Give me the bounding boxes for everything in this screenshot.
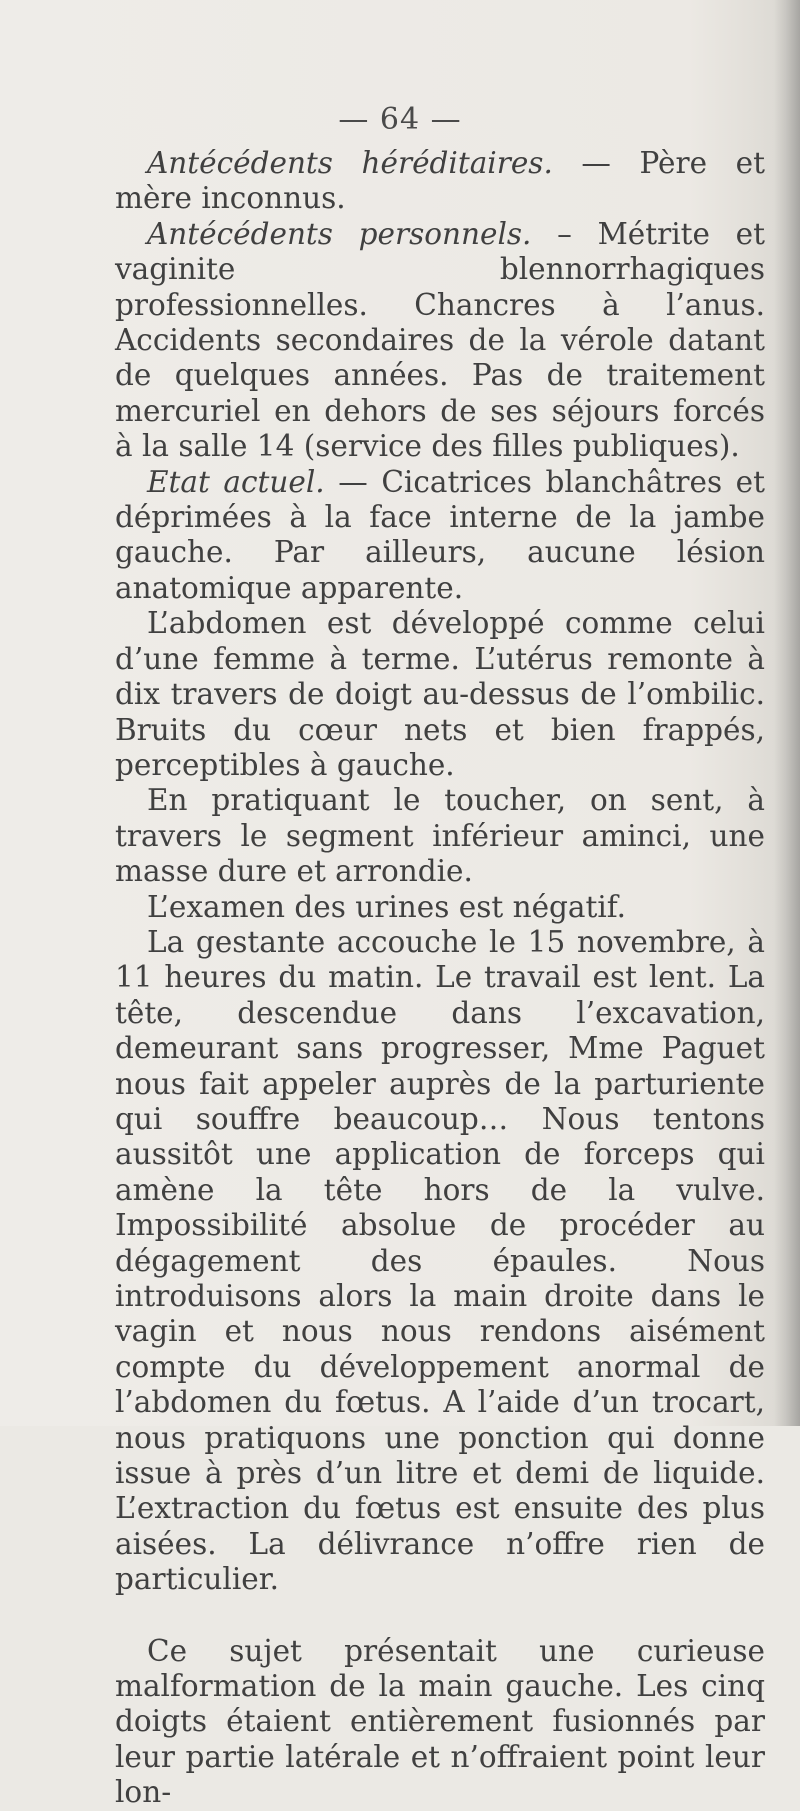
- paragraph-urine-exam: L’examen des urines est négatif.: [147, 889, 627, 924]
- text-hereditary-history: — Père et mère inconnus.: [115, 146, 765, 216]
- heading-current-state: Etat actuel.: [147, 464, 325, 499]
- heading-personal-history: Antécédents personnels.: [147, 216, 532, 251]
- page-number: — 64 —: [338, 102, 462, 137]
- text-current-state: — Cicatrices blanchâtres et déprimées à la face interne de la jambe gauche. Par ailleurs, aucune lésion anatomique apparente.: [115, 464, 765, 605]
- paragraph-hand-malformation: Ce sujet présentait une curieuse malformation de la main gauche. Les cinq doigts étaient entièrement fusionnés par leur partie latérale et n’offraient point leur lon-: [115, 1633, 765, 1810]
- page-edge-shadow: [774, 0, 800, 1426]
- paragraph-current-state: [115, 465, 765, 607]
- text-personal-history: – Métrite et vaginite blennorrhagiques professionnelles. Chancres à l’anus. Accidents secondaires de la vérole datant de quelques années. Pas de traitement mercuriel en dehors de ses séjours forcés à la salle 14 (service des filles publiques).: [115, 216, 765, 464]
- document-body: [115, 146, 765, 1811]
- section-gap: [115, 1598, 765, 1634]
- paragraph-touch-exam: En pratiquant le toucher, on sent, à travers le segment inférieur aminci, une masse dure et arrondie.: [115, 783, 765, 889]
- paragraph-abdomen: L’abdomen est développé comme celui d’une femme à terme. L’utérus remonte à dix travers de doigt au-dessus de l’ombilic. Bruits du cœur nets et bien frappés, perceptibles à gauche.: [115, 606, 765, 782]
- paragraph-hereditary-history: [115, 146, 765, 217]
- paragraph-personal-history: [115, 217, 765, 465]
- heading-hereditary-history: Antécédents héréditaires.: [147, 146, 553, 180]
- paragraph-delivery: La gestante accouche le 15 novembre, à 11 heures du matin. Le travail est lent. La tête, descendue dans l’excavation, demeurant sans progresser, Mme Paguet nous fait appeler auprès de la parturiente qui souffre beaucoup… Nous tentons aussitôt une application de forceps qui amène la tête hors de la vulve. Impossibilité absolue de procéder au dégagement des épaules. Nous introduisons alors la main droite dans le vagin et nous nous rendons aisément compte du développement anormal de l’abdomen du fœtus. A l’aide d’un trocart, nous pratiquons une ponction qui donne issue à près d’un litre et demi de liquide. L’extraction du fœtus est ensuite des plus aisées. La délivrance n’offre rien de particulier.: [115, 924, 765, 1597]
